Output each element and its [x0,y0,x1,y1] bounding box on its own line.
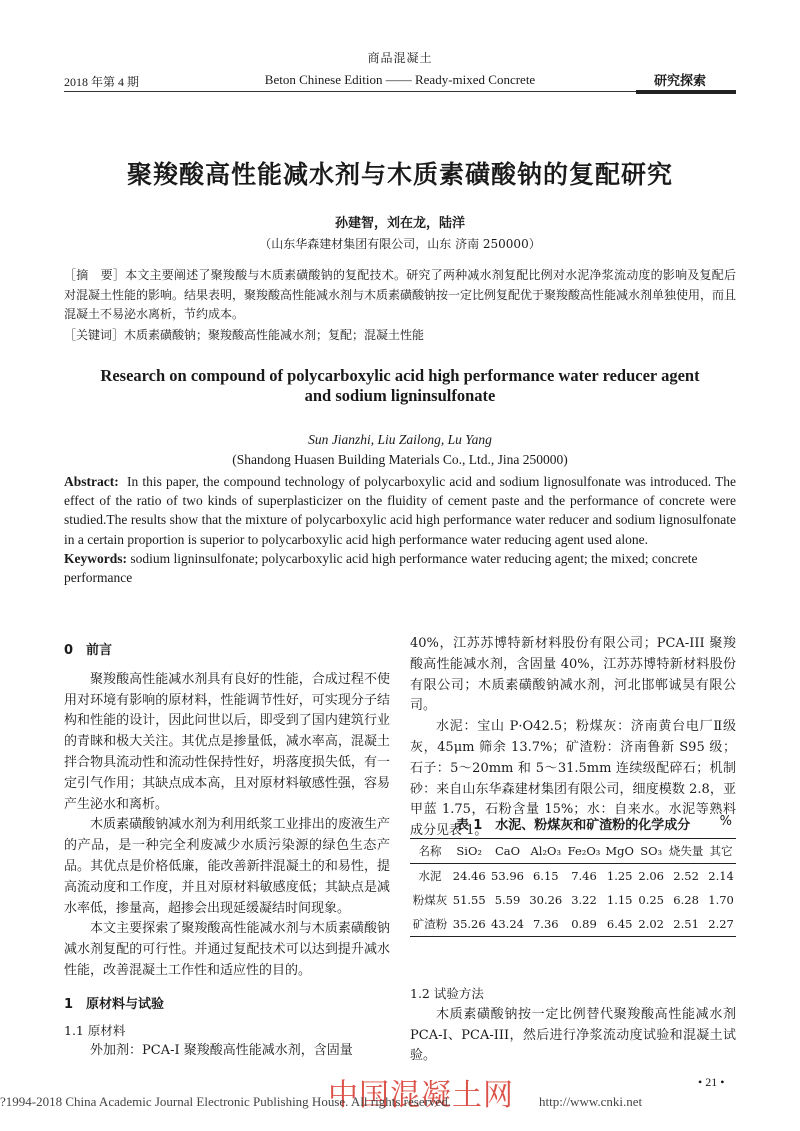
paragraph: 木质素磺酸钠减水剂为利用纸浆工业排出的废液生产的产品，是一种完全利废减少水质污染源的绿色生态产品。其优点是价格低廉，能改善新拌混凝土的和易性，提高流动度和工作度，并且对原材料敏感度低；其缺点是减水率低，掺量高，超掺会出现延缓凝结时间现象。 [64,817,390,916]
keywords-en [64,549,736,587]
table-header-cell: SO₃ [640,843,663,858]
chemical-composition-table [410,838,736,937]
table-cell: 5.59 [494,892,521,907]
section-label: 研究探索 [654,74,707,89]
paragraph: 聚羧酸高性能减水剂具有良好的性能，合成过程不使用对环境有影响的原材料，性能调节性好，可实现分子结构和性能的设计，因此问世以后，即受到了国内建筑行业的青睐和极大关注。其优点是掺量低，减水率高，混凝土拌合物具流动性和流动性保持性好，坍落度损失低，有一定引气作用；其缺点成本高，且对原材料敏感性强，容易产生泌水和离析。 [64,671,390,812]
table-cell: 2.52 [673,868,699,883]
keywords-en-text: sodium ligninsulfonate; polycarboxylic acid high performance water reducing agent; the mixed; concrete performance [64,551,698,585]
footer-copyright: ?1994-2018 China Academic Journal Electronic Publishing House. All rights reserved. [0,1094,451,1109]
table-cell: 24.46 [452,868,486,883]
table-cell: 粉煤灰 [412,892,448,907]
table-cell: 水泥 [418,868,442,883]
table-cell: 2.51 [673,917,699,931]
table-cell: 1.15 [606,892,633,907]
footer-url[interactable]: http://www.cnki.net [539,1094,643,1109]
affiliation-cn: （山东华森建材集团有限公司，山东 济南 250000） [259,237,541,251]
table-header-cell: 烧失量 [668,843,704,858]
table-row [410,863,736,888]
right-column [410,634,736,842]
table-cell: 2.02 [638,917,664,931]
abstract-en [64,472,736,549]
paper-title-cn: 聚羧酸高性能减水剂与木质素磺酸钠的复配研究 [126,160,673,189]
abstract-en-label: Abstract: [64,474,119,489]
table-header-cell: MgO [605,843,634,858]
table-header-cell: SiO₂ [456,843,483,858]
keywords-cn [64,326,736,345]
table-cell: 30.26 [529,892,563,907]
table-header-cell: Al₂O₃ [530,843,562,858]
keywords-cn-text: 木质素磺酸钠；聚羧酸高性能减水剂；复配；混凝土性能 [124,328,425,342]
table-header-row [410,839,736,864]
keywords-en-label: Keywords: [64,551,127,566]
abstract-en-text: In this paper, the compound technology of polycarboxylic acid and sodium lignosulfonate was introduced. The effect of the ratio of two kinds of superplasticizer on the fluidity of cement paste and the performance of concrete were studied.The results show that the mixture of polycarboxylic acid high performance water reducer and sodium lignosulfonate in a certain proportion is superior to polycarboxylic acid high performance water reducing agent used alone. [64,474,736,547]
table-cell: 2.27 [708,917,734,931]
table-cell: 51.55 [452,892,486,907]
paragraph: 木质素磺酸钠按一定比例替代聚羧酸高性能减水剂 PCA-I、PCA-III，然后进行净浆流动度试验和混凝土试验。 [410,1006,736,1064]
journal-name-cn: 商品混凝土 [367,51,433,65]
table-row [410,912,736,937]
header-bar [636,90,736,94]
table-cell: 6.45 [606,917,633,931]
keywords-cn-label: ［关键词］ [64,328,125,342]
table-cell: 0.25 [638,892,664,907]
table-row [410,888,736,913]
section-heading-0: 0 前言 [64,643,113,658]
table-cell: 2.14 [708,868,734,883]
abstract-cn-text: 本文主要阐述了聚羧酸与木质素磺酸钠的复配技术。研究了两种减水剂复配比例对水泥净浆流动度的影响及复配后对混凝土性能的影响。结果表明，聚羧酸高性能减水剂与木质素磺酸钠按一定比例复配优于聚羧酸高性能减水剂单独使用，而且混凝土不易泌水离析，节约成本。 [64,268,737,321]
section-heading-1: 1 原材料与试验 [64,996,165,1012]
paragraph: 外加剂：PCA-I 聚羧酸高性能减水剂，含固量 [90,1043,353,1059]
table-cell: 1.25 [606,868,633,883]
page-number: • 21 • [698,1075,725,1089]
paragraph: 水泥：宝山 P·O42.5；粉煤灰：济南黄台电厂Ⅱ级灰，45μm 筛余 13.7%；矿渣粉：济南鲁新 S95 级；石子：5～20mm 和 5～31.5mm 连续级配碎石；机制砂：来自山东华森建材集团有限公司，细度模数 2.8，亚甲蓝 1.75，石粉含量 15%；水：自来水。水泥等熟料成分见表 1。 [410,719,736,839]
paper-title-en [0,366,800,406]
table-cell: 7.46 [571,868,597,883]
paper-title-en-line1: Research on compound of polycarboxylic acid high performance water reducer agent [100,366,700,385]
table-cell: 6.28 [673,892,699,907]
paper-title-en-line2: and sodium ligninsulfonate [304,386,496,405]
table-cell: 53.96 [491,868,524,883]
paragraph: 40%，江苏苏博特新材料股份有限公司；PCA-III 聚羧酸高性能减水剂，含固量 40%，江苏苏博特新材料股份有限公司；木质素磺酸钠减水剂，河北邯郸诚昊有限公司。 [410,636,736,714]
table-header-cell: CaO [494,843,521,858]
issue-label: 2018 年第 4 期 [64,75,140,89]
table-header-cell: 其它 [709,843,733,858]
authors-cn: 孙建智，刘在龙，陆洋 [334,216,465,231]
journal-name-en: Beton Chinese Edition —— Ready-mixed Concrete [264,72,536,87]
table-cell: 35.26 [452,917,486,931]
right-column-lower [410,984,736,1067]
table-cell: 6.15 [532,868,559,883]
table-cell: 43.24 [491,917,524,931]
left-column [64,641,390,1062]
subsection-heading-1-1: 1.1 原材料 [64,1022,126,1038]
table-caption [410,814,736,833]
abstract-cn [64,266,736,325]
authors-en: Sun Jianzhi, Liu Zailong, Lu Yang [308,432,492,447]
table-cell: 2.06 [638,868,664,883]
watermark: 中国混凝土网 [328,1078,514,1113]
table-header-cell: 名称 [418,843,442,858]
table-cell: 7.36 [532,917,559,931]
footer [0,1094,643,1110]
table-unit: % [719,814,732,829]
table-cell: 3.22 [571,892,597,907]
abstract-cn-label: ［摘 要］ [64,268,126,282]
paragraph: 本文主要探索了聚羧酸高性能减水剂与木质素磺酸钠减水剂复配的可行性。并通过复配技术可以达到提升减水性能，改善混凝土工作性和适应性的目的。 [64,921,390,978]
affiliation-en: (Shandong Huasen Building Materials Co., Ltd., Jina 250000) [232,452,568,467]
table-header-cell: Fe₂O₃ [567,843,601,858]
table-cell: 矿渣粉 [412,917,448,931]
subsection-heading-1-2: 1.2 试验方法 [410,986,484,1001]
table-cell: 0.89 [571,917,597,931]
table-caption-text: 表 1 水泥、粉煤灰和矿渣粉的化学成分 [455,818,691,833]
table-cell: 1.70 [708,892,734,907]
